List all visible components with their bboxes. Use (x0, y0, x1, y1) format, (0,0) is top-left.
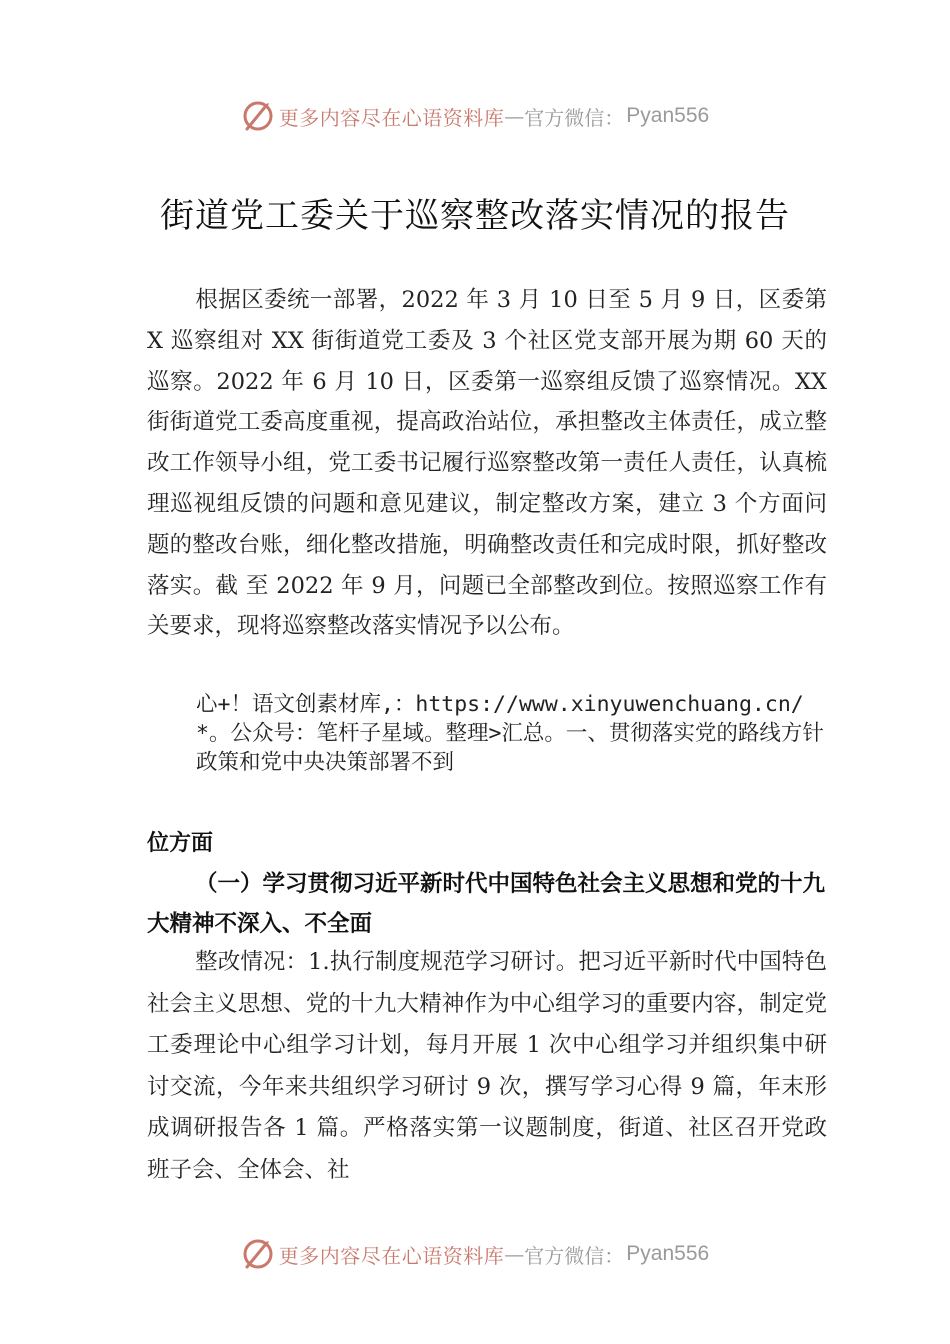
watermark-header (0, 96, 950, 136)
section-heading: 位方面 (147, 831, 214, 856)
subsection-heading (147, 864, 827, 944)
document-title: 街道党工委关于巡察整改落实情况的报告 (160, 196, 790, 236)
watermark-contact-id: Pyan556 (626, 1242, 710, 1265)
rectification-paragraph (147, 942, 827, 1191)
watermark-brand-text: 更多内容尽在心语资料库 (278, 105, 505, 130)
watermark-contact-label: 官方微信： (524, 1243, 625, 1268)
intro-paragraph-text: 根据区委统一部署，2022 年 3 月 10 日至 5 月 9 日，区委第 X 巡察组对 XX 街街道党工委及 3 个社区党支部开展为期 60 天的巡察。2022 年 6 月 10 日，区委第一巡察组反馈了巡察情况。XX 街街道党工委高度重视，提高政治站位，承担整改主体责任，成立整改工作领导小组，党工委书记履行巡察整改第一责任人责任，认真梳理巡视组反馈的问题和意见建议，制定整改方案，建立 3 个方面问题的整改台账，细化整改措施，明确整改责任和完成时限，抓好整改落实。截 至 2022 年 9 月，问题已全部整改到位。按照巡察工作有关要求，现将巡察整改落实情况予以公布。 (147, 287, 827, 640)
rectification-paragraph-text: 整改情况：1.执行制度规范学习研讨。把习近平新时代中国特色社会主义思想、党的十九大精神作为中心组学习的重要内容，制定党工委理论中心组学习计划，每月开展 1 次中心组学习并组织集中研讨交流，今年来共组织学习研讨 9 次，撰写学习心得 9 篇，年末形成调研报告各 1 篇。严格落实第一议题制度，街道、社区召开党政班子会、全体会、社 (147, 949, 827, 1183)
pen-logo-icon (241, 1237, 275, 1271)
watermark-contact-id: Pyan556 (626, 104, 710, 127)
subsection-heading-text: （一）学习贯彻习近平新时代中国特色社会主义思想和党的十九大精神不深入、不全面 (147, 871, 826, 937)
pen-logo-icon (241, 99, 275, 133)
watermark-brand-text: 更多内容尽在心语资料库 (278, 1243, 505, 1268)
watermark-contact-label: 官方微信： (524, 105, 625, 130)
watermark-footer (0, 1234, 950, 1274)
inserted-note: 心+！语文创素材库,：https://www.xinyuwenchuang.cn/*。公众号：笔杆子星域。整理>汇总。一、贯彻落实党的路线方针政策和党中央决策部署不到 (196, 692, 824, 775)
watermark-separator: — (504, 1242, 525, 1266)
watermark-separator: — (504, 104, 525, 128)
intro-paragraph (147, 280, 827, 647)
